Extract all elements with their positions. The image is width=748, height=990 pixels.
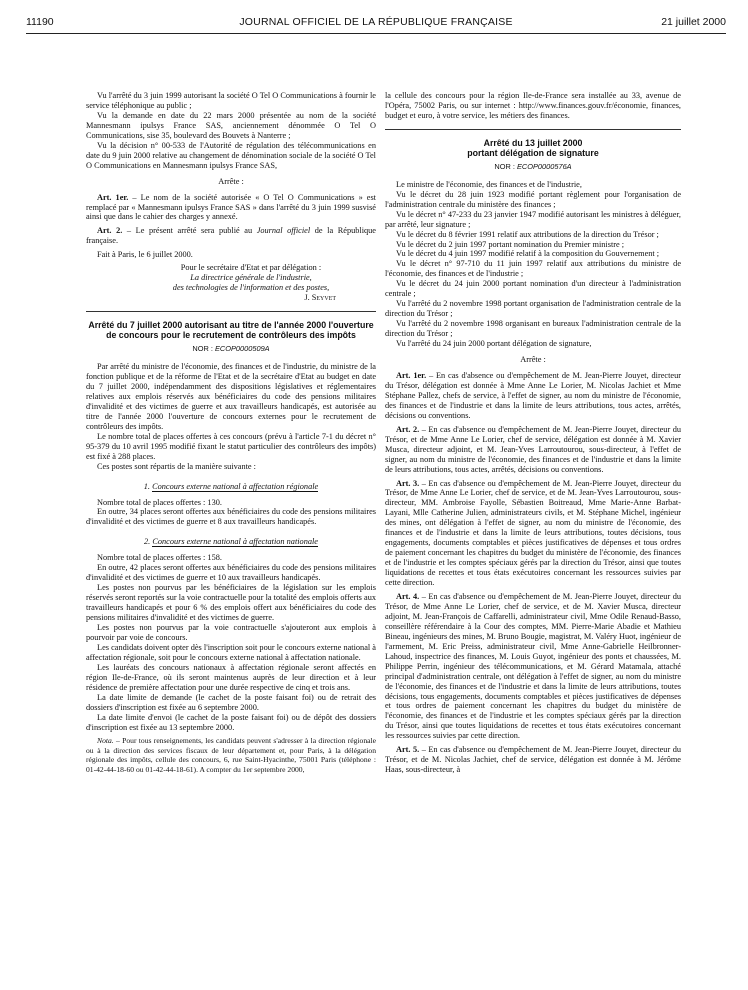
visa-paragraph: Vu le décret n° 97-710 du 11 juin 1997 relatif aux attributions du ministre de l'économie, des finances et de l'industrie ; — [385, 259, 681, 279]
article-text: – En cas d'absence ou d'empêchement de M. Jean-Pierre Jouyet, directeur du Trésor, de Mme Anne Le Lorier, chef de service, et de M. Xavier Musca, directeur adjoint, M. Jean-François de Caffarelli, administrateur civil, Mme Odile Renaud-Basso, conseillère référendaire à la Cour des comptes, MM. Pierre-Marie Abadie et Mathieu Bineau, ingénieurs des mines, M. Bruno Bougie, magistrat, M. Valéry Huot, ingénieur de l'armement, M. Eric Preiss, administrateur civil, Mme Anne-Gabrielle Heilbronner-Lahoud, inspectrice des finances, M. Louis Guyot, ingénieur des ponts et chaussées, M. Philippe Perrin, ingénieur des télécommunications, et M. Gérard Matamala, attaché principal d'administration centrale, ont délégation à l'effet de signer, au nom du ministre de l'économie, des finances et de l'industrie et dans la limite de leurs attributions, toutes décisions, tous engagements, documents comptables et pièces justificatives de dépenses et tous ordres de paiement concernant les chapitres du budget du ministère de l'économie, des finances et de l'industrie et les comptes spéciaux gérés par la direction du Trésor, ainsi que toutes liquidations de recettes et tous états exécutoires concernant les ressources suivies par cette direction. — [385, 591, 681, 741]
visa-paragraph: Vu le décret du 2 juin 1997 portant nomination du Premier ministre ; — [396, 239, 625, 249]
nota-text: – Pour tous renseignements, les candidats peuvent s'adresser à la direction régionale ou à la direction des services fiscaux de leur département et, pour Paris, à la délégation régionale des impôts, cellule des concours, 6, rue Saint-Hyacinthe, 75001 Paris (téléphone : 01-42-44-18-60 ou 01-42-44-18-61). A compter du 1er septembre 2000, — [86, 736, 376, 774]
section-heading: 1. Concours externe national à affectation régionale — [143, 481, 319, 491]
signatory-name: J. Seyvet — [304, 293, 336, 303]
article-label: Art. 3. — [396, 478, 420, 488]
decree-paragraph: Le nombre total de places offertes à ces concours (prévu à l'article 7-1 du décret n° 95-379 du 10 avril 1995 modifié fixant le statut particulier des contrôleurs des impôts) est fixé à 288 places. — [86, 431, 376, 461]
arrete-heading: Arrête : — [520, 355, 546, 365]
article-2 — [385, 425, 681, 475]
decree-title: Arrêté du 13 juillet 2000 portant délégation de signature — [467, 137, 599, 158]
article-text: de la République française. — [86, 226, 376, 246]
article-4 — [385, 592, 681, 741]
visa-paragraph: Vu le décret n° 47-233 du 23 janvier 1947 modifié autorisant les ministres à déléguer, par arrêté, leur signature ; — [385, 209, 681, 229]
section-paragraph: En outre, 34 places seront offertes aux bénéficiaires du code des pensions militaires d'invalidité et des victimes de guerre et 8 aux travailleurs handicapés. — [86, 507, 376, 527]
section-paragraph: Les candidats doivent opter dès l'inscription soit pour le concours externe national à affectation régionale, soit pour le concours externe national à affectation nationale. — [86, 642, 376, 662]
left-column — [86, 91, 376, 774]
journal-title: JOURNAL OFFICIEL DE LA RÉPUBLIQUE FRANÇAISE — [239, 16, 513, 28]
section-paragraph: Nombre total de places offertes : 130. — [97, 497, 222, 507]
section-paragraph: Les lauréats des concours nationaux à affectation régionale seront affectés en région Ile-de-France, où ils seront maintenus auprès de leur direction et à leur résidence de première affectation pour une durée respective de cinq et trois ans. — [86, 662, 376, 692]
article-label: Art. 2. — [97, 226, 123, 236]
article-text: – En cas d'absence ou d'empêchement de M. Jean-Pierre Jouyet, directeur du Trésor, et de Mme Anne Le Lorier, chef de service, délégation est donnée à M. Xavier Musca, directeur adjoint, et M. Jean-Yves Larroutourou, sous-directeur, à l'effet de signer, au nom du ministre de l'économie, des finances et de l'industrie et dans la limite de leurs attributions, tous actes, arrêtés, décisions ou conventions. — [385, 424, 681, 474]
visa-paragraph: Vu le décret du 24 juin 2000 portant nomination d'un directeur à l'administration centrale ; — [385, 279, 681, 299]
article-text: – Le présent arrêté sera publié au — [122, 226, 257, 236]
nor-reference: NOR : ECOP0000576A — [494, 161, 572, 171]
signature-block — [126, 263, 376, 303]
article-label: Art. 2. — [396, 424, 420, 434]
decree-paragraph: Ces postes sont répartis de la manière suivante : — [97, 461, 256, 471]
section-paragraph: En outre, 42 places seront offertes aux bénéficiaires du code des pensions militaires d'invalidité et des victimes de guerre et 10 aux travailleurs handicapés. — [86, 563, 376, 583]
article-label: Art. 4. — [396, 591, 420, 601]
decree-paragraph: Par arrêté du ministre de l'économie, des finances et de l'industrie, du ministre de la fonction publique et de la réforme de l'Etat et de la secrétaire d'Etat au budget en date du 7 juillet 2000, indépendamment des dispositions législatives et réglementaires relatives aux emplois réservés aux bénéficiaires du code des pensions militaires d'invalidité et des victimes de guerre et aux travailleurs handicapés, est autorisée au titre de l'année 2000 l'ouverture de concours externes pour le recrutement de contrôleurs des impôts. — [86, 362, 376, 431]
visa-paragraph: Vu le décret du 4 juin 1997 modifié relatif à la composition du Gouvernement ; — [396, 249, 660, 259]
signature-date: Fait à Paris, le 6 juillet 2000. — [97, 250, 193, 260]
visa-paragraph: Le ministre de l'économie, des finances et de l'industrie, — [396, 179, 582, 189]
signature-line: Pour le secrétaire d'Etat et par délégation : — [180, 263, 322, 273]
section-paragraph: Les postes non pourvus par la voie contractuelle s'ajouteront aux emplois à pourvoir par voie de concours. — [86, 622, 376, 642]
article-3 — [385, 479, 681, 588]
visa-paragraph: Vu l'arrêté du 3 juin 1999 autorisant la société O Tel O Communications à fournir le service téléphonique au public ; — [86, 91, 376, 110]
article-label: Art. 1er. — [97, 192, 129, 202]
continued-paragraph: la cellule des concours pour la région Ile-de-France sera installée au 33, avenue de l'Opéra, 75002 Paris, ou sur internet : http://www.finances.gouv.fr/économie, finances, budget et euro, à votre service, les métiers des finances. — [385, 91, 681, 120]
decree-title: Arrêté du 7 juillet 2000 autorisant au titre de l'année 2000 l'ouverture de concours pour le recrutement de contrôleurs des impôts — [88, 320, 374, 341]
article-1 — [86, 193, 376, 223]
article-text: – En cas d'absence ou d'empêchement de M. Jean-Pierre Jouyet, directeur du Trésor, délégation est donnée à Mme Anne Le Lorier, M. Nicolas Jachiet et Mme Stéphane Pallez, chefs de service, à l'effet de signer, au nom du ministre de l'économie, des finances et de l'industrie et dans la limite de leurs attributions, tous actes, arrêtés, décisions ou conventions. — [385, 370, 681, 420]
page-number: 11190 — [26, 16, 54, 28]
visa-paragraph: Vu l'arrêté du 2 novembre 1998 portant organisation de l'administration centrale de la direction du Trésor ; — [385, 299, 681, 319]
section-paragraph: Nombre total de places offertes : 158. — [97, 553, 222, 563]
visa-paragraph: Vu l'arrêté du 2 novembre 1998 organisant en bureaux l'administration centrale de la direction du Trésor ; — [385, 319, 681, 339]
section-paragraph: La date limite d'envoi (le cachet de la poste faisant foi) ou de dépôt des dossiers d'inscription est fixée au 13 septembre 2000. — [86, 712, 376, 732]
journal-reference: Journal officiel — [256, 226, 311, 236]
article-5 — [385, 745, 681, 775]
article-label: Art. 5. — [396, 745, 420, 755]
nota-paragraph — [86, 736, 376, 774]
visa-paragraph: Vu le décret du 28 juin 1923 modifié portant règlement pour l'organisation de l'administration centrale du ministère des finances ; — [385, 189, 681, 209]
nota-label: Nota. — [97, 736, 114, 746]
visa-paragraph: Vu la décision n° 00-533 de l'Autorité de régulation des télécommunications en date du 9 juin 2000 relative au changement de dénomination sociale de la société O Tel O Communications en Mannesmann ipulsys France SAS, — [86, 140, 376, 170]
section-paragraph: La date limite de demande (le cachet de la poste faisant foi) ou de retrait des dossiers d'inscription est fixée au 6 septembre 2000. — [86, 692, 376, 712]
article-1 — [385, 371, 681, 421]
article-text: – En cas d'absence ou d'empêchement de M. Jean-Pierre Jouyet, directeur du Trésor, et de M. Nicolas Jachiet, chef de service, délégation est donnée à M. Jérôme Haas, sous-directeur, à — [385, 745, 681, 775]
signature-line: des technologies de l'information et des postes, — [172, 283, 330, 293]
article-text: – En cas d'absence ou d'empêchement de M. Jean-Pierre Jouyet, directeur du Trésor, de Mme Anne Le Lorier, chef de service, et de M. Jean-Yves Larroutourou, sous-directeur, MM. Ambroise Fayolle, Sébastien Boitreaud, Mme Marie-Anne Barbat-Layani, Mlle Catherine Julien, administrateurs civils, et M. Stéphane Michel, ingénieur des mines, ont délégation à l'effet de signer, au nom du ministre de l'économie, des finances et de l'industrie et dans la limite de leurs attributions, toutes décisions, tous engagements, documents comptables et pièces justificatives de dépenses et tous ordres de paiement concernant les chapitres du budget du ministère de l'économie, des finances et de l'industrie et les comptes spéciaux gérés par la direction du Trésor, ainsi que toutes liquidations de recettes et tous états exécutoires concernant les ressources suivies par cette direction. — [385, 478, 681, 588]
section-separator — [86, 311, 376, 312]
page-header — [26, 16, 726, 32]
article-label: Art. 1er. — [396, 370, 427, 380]
right-column — [385, 91, 681, 775]
section-heading: 2. Concours externe national à affectation nationale — [144, 537, 318, 547]
section-paragraph: Les postes non pourvus par les bénéficiaires de la législation sur les emplois réservés seront reportés sur la voie contractuelle pour la totalité des emplois offerts aux travailleurs handicapés et pour 6 % des emplois offert aux bénéficiaires du code des pensions militaires d'invalidité et des victimes de guerre. — [86, 583, 376, 623]
signature-line: La directrice générale de l'industrie, — [190, 273, 312, 283]
visa-paragraph: Vu la demande en date du 22 mars 2000 présentée au nom de la société Mannesmann ipulsys France SAS, anciennement dénommée O Tel O Communications, sise 35, boulevard des Bouvets à Nanterre ; — [86, 110, 376, 140]
nor-reference: NOR : ECOP0000509A — [192, 344, 270, 354]
article-2 — [86, 226, 376, 246]
section-separator — [385, 129, 681, 130]
header-rule — [26, 33, 726, 34]
issue-date: 21 juillet 2000 — [661, 16, 726, 28]
visa-paragraph: Vu le décret du 8 février 1991 relatif aux attributions de la direction du Trésor ; — [396, 229, 659, 239]
article-text: – Le nom de la société autorisée « O Tel O Communications » est remplacé par « Mannesmann ipulsys France SAS » dans l'arrêté du 3 juin 1999 susvisé ainsi que dans le cahier des charges y annexé. — [86, 192, 376, 222]
visa-paragraph: Vu l'arrêté du 24 juin 2000 portant délégation de signature, — [396, 339, 592, 349]
arrete-heading: Arrête : — [218, 176, 244, 186]
